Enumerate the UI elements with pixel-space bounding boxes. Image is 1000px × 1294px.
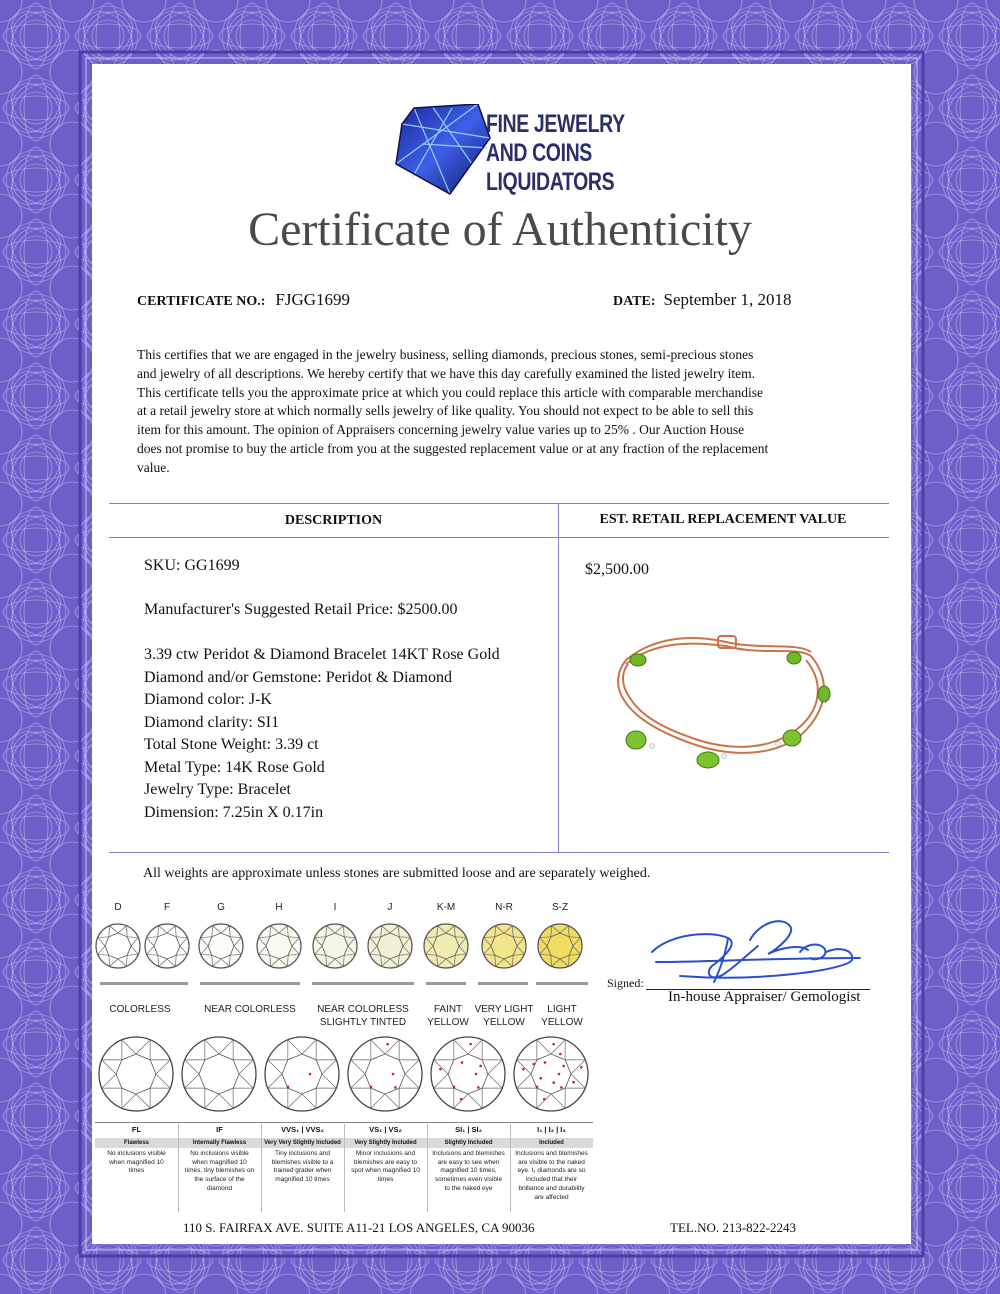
color-grade-label: S-Z <box>551 902 569 913</box>
peridot-stone-icon <box>626 731 646 749</box>
clarity-column-divider <box>261 1124 262 1212</box>
diamond-color-stone-icon <box>143 922 191 970</box>
color-category-label: VERY LIGHT YELLOW <box>474 1004 534 1028</box>
diamond-color-stone-icon <box>197 922 245 970</box>
color-category-label: NEAR COLORLESS <box>204 1004 296 1015</box>
clarity-grade-code: IF <box>216 1125 223 1134</box>
peridot-stone-icon <box>787 652 801 664</box>
detail-line: Diamond clarity: SI1 <box>144 713 280 731</box>
peridot-stone-icon <box>818 686 830 702</box>
diamond-color-scale <box>92 898 612 1038</box>
detail-line: Jewelry Type: Bracelet <box>144 781 291 798</box>
color-grade-label: D <box>114 902 122 913</box>
clarity-grade-description: Minor inclusions and blemishes are easy to spot when magnified 10 times <box>351 1150 420 1184</box>
table-column-divider <box>558 503 559 852</box>
color-grade-label: F <box>163 902 171 913</box>
clarity-top-rule <box>95 1122 593 1123</box>
detail-line: 3.39 ctw Peridot & Diamond Bracelet 14KT Rose Gold <box>144 646 500 663</box>
color-category-bar <box>312 982 414 985</box>
clarity-grade-code: FL <box>131 1125 142 1134</box>
clarity-column-divider <box>178 1124 179 1212</box>
diamond-color-stone-icon <box>366 922 414 970</box>
detail-line: Diamond and/or Gemstone: Peridot & Diamond <box>144 668 452 686</box>
clarity-grade-description: Tiny inclusions and blemishes visible to a trained grader when magnified 10 times <box>271 1150 334 1184</box>
appraiser-role: In-house Appraiser/ Gemologist <box>668 989 861 1005</box>
clarity-column-divider <box>510 1124 511 1212</box>
signature-image <box>640 912 870 992</box>
clarity-grade-name: Included <box>510 1138 593 1148</box>
color-grade-label: J <box>387 902 393 913</box>
sku: SKU: GG1699 <box>144 557 240 574</box>
detail-line: Metal Type: 14K Rose Gold <box>144 758 325 776</box>
diamond-color-stone-icon <box>255 922 303 970</box>
description-column-header: DESCRIPTION <box>284 513 383 528</box>
date-label: DATE: <box>613 294 656 309</box>
clarity-grade-code: VS₁ | VS₂ <box>369 1125 402 1134</box>
peridot-stone-icon <box>630 654 646 666</box>
certificate-number-row <box>137 290 350 310</box>
clarity-grade-description: No inclusions visible when magnified 10 times, tiny blemishes on the surface of the diamond <box>184 1150 255 1192</box>
clarity-grade-code: I₁ | I₂ | I₃ <box>537 1125 566 1134</box>
clarity-grade-description: Inclusions and blemishes are easy to see when magnified 10 times, sometimes even visible to the naked eye <box>432 1150 505 1192</box>
color-category-label: COLORLESS <box>109 1004 171 1015</box>
clarity-column-divider <box>427 1124 428 1212</box>
clarity-grade-name: Flawless <box>95 1138 178 1148</box>
clarity-diamond-icon <box>179 1034 259 1114</box>
color-category-bar <box>200 982 300 985</box>
detail-line: Total Stone Weight: 3.39 ct <box>144 736 319 753</box>
msrp: Manufacturer's Suggested Retail Price: $2500.00 <box>144 601 458 618</box>
certificate-number: FJGG1699 <box>275 290 350 309</box>
diamond-color-stone-icon <box>422 922 470 970</box>
clarity-grade-name: Very Slightly Included <box>344 1138 427 1148</box>
color-category-bar <box>536 982 588 985</box>
clarity-grade-description: Inclusions and blemishes are visible to the naked eye. I₁ diamonds are so included that their brilliance and durability are affected <box>515 1150 588 1201</box>
footer-address: 110 S. FAIRFAX AVE. SUITE A11-21 LOS ANGELES, CA 90036 <box>183 1220 535 1235</box>
item-details <box>144 644 500 824</box>
company-logo-text: FINE JEWELRY AND COINS LIQUIDATORS <box>486 110 625 196</box>
detail-line: Dimension: 7.25in X 0.17in <box>144 803 324 821</box>
diamond-color-stone-icon <box>480 922 528 970</box>
clarity-grade-name: Internally Flawless <box>178 1138 261 1148</box>
clarity-diamond-icon <box>345 1034 425 1114</box>
table-header-rule <box>109 537 889 538</box>
clarity-diamond-icon <box>428 1034 508 1114</box>
color-grade-label: G <box>217 902 225 913</box>
value-column-header: EST. RETAIL REPLACEMENT VALUE <box>599 512 847 527</box>
diamond-logo-icon <box>392 104 492 196</box>
date-row <box>613 290 791 310</box>
clarity-grade-code: SI₁ | SI₂ <box>455 1125 482 1134</box>
retail-value: $2,500.00 <box>585 561 649 578</box>
clarity-diamond-icon <box>511 1034 591 1114</box>
bracelet-image <box>596 630 846 770</box>
color-grade-label: K-M <box>436 902 456 913</box>
color-category-bar <box>100 982 188 985</box>
diamond-color-stone-icon <box>311 922 359 970</box>
weights-note: All weights are approximate unless stones are submitted loose and are separately weighed. <box>143 866 651 881</box>
clarity-column-divider <box>344 1124 345 1212</box>
certificate-date: September 1, 2018 <box>663 290 792 309</box>
table-bottom-rule <box>109 852 889 853</box>
clarity-grade-name: Slightly Included <box>427 1138 510 1148</box>
color-category-label: FAINT YELLOW <box>427 1004 469 1028</box>
color-grade-label: H <box>275 902 283 913</box>
table-top-rule <box>109 503 889 504</box>
clarity-diamond-icon <box>96 1034 176 1114</box>
peridot-stone-icon <box>697 752 719 768</box>
clarity-grade-code: VVS₁ | VVS₂ <box>281 1125 324 1134</box>
color-category-label: NEAR COLORLESS SLIGHTLY TINTED <box>317 1004 409 1028</box>
footer-phone: TEL.NO. 213-822-2243 <box>670 1220 797 1235</box>
clarity-grade-description: No inclusions visible when magnified 10 times <box>107 1150 166 1175</box>
color-grade-label: I <box>333 902 337 913</box>
diamond-color-stone-icon <box>536 922 584 970</box>
peridot-stone-icon <box>783 730 801 746</box>
certificate-title: Certificate of Authenticity <box>248 203 752 256</box>
clarity-grade-name: Very Very Slightly Included <box>261 1138 344 1148</box>
detail-line: Diamond color: J-K <box>144 691 272 708</box>
diamond-clarity-scale <box>95 1032 595 1216</box>
clarity-diamond-icon <box>262 1034 342 1114</box>
color-category-bar <box>426 982 466 985</box>
color-category-label: LIGHT YELLOW <box>541 1004 583 1028</box>
color-grade-label: N-R <box>495 902 513 913</box>
certification-statement: This certifies that we are engaged in the jewelry business, selling diamonds, precious stones, semi-precious stones and jewelry of all descriptions. We hereby certify that we have this day carefully examined the listed jewelry item. This certificate tells you the approximate price at which you could replace this article with comparable merchandise at a retail jewelry store at which normally sells jewelry of like quality. You should not expect to be able to sell this item for this amount. The opinion of Appraisers concerning jewelry value varies up to 25% . Our Auction House does not promise to buy the article from you at the suggested replacement value or at any fraction of the replacement value. <box>137 347 769 475</box>
color-category-bar <box>478 982 528 985</box>
signed-label: Signed: <box>607 976 644 990</box>
certificate-number-label: CERTIFICATE NO.: <box>137 294 266 309</box>
diamond-color-stone-icon <box>94 922 142 970</box>
